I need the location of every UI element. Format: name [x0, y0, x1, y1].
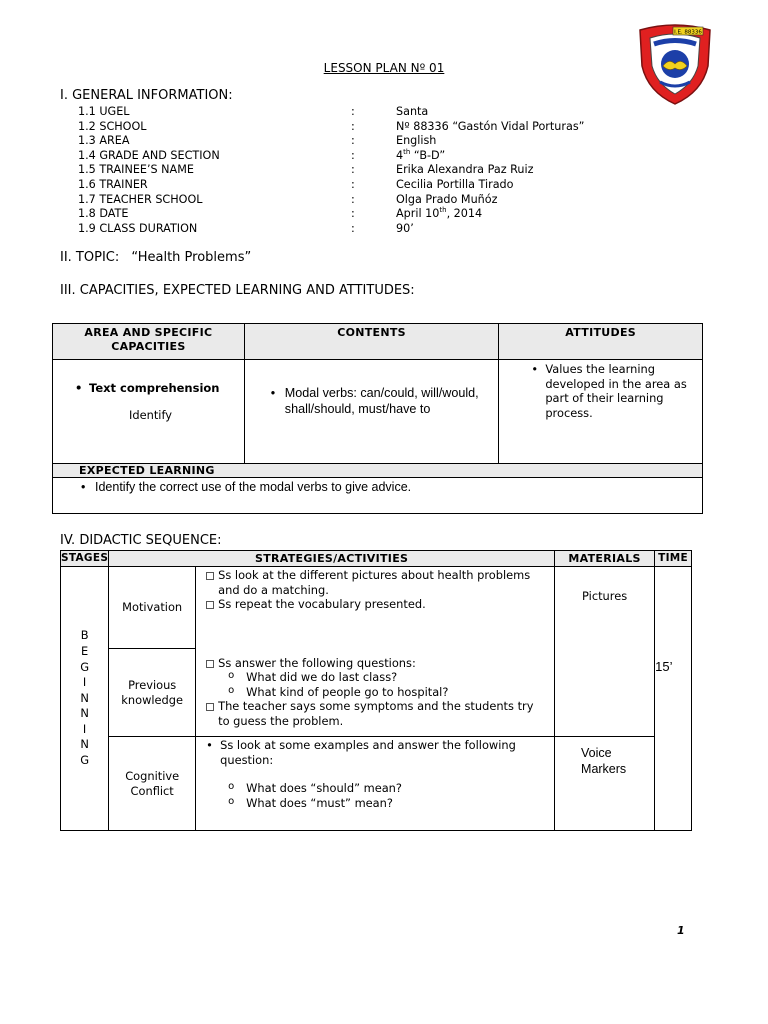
info-label: 1.2 SCHOOL — [78, 120, 147, 133]
didactic-sequence-heading: IV. DIDACTIC SEQUENCE: — [60, 533, 222, 548]
info-colon: : — [351, 163, 355, 176]
stage-letter: G — [80, 753, 90, 768]
header-materials: MATERIALS — [555, 551, 655, 567]
info-colon: : — [351, 149, 355, 162]
materials-motivation — [555, 567, 655, 737]
info-label: 1.8 DATE — [78, 207, 129, 220]
activity-item: • Ss look at some examples and answer the following question: — [202, 738, 534, 767]
info-value: April 10th, 2014 — [396, 206, 483, 220]
expected-learning-heading: EXPECTED LEARNING — [53, 464, 703, 478]
capacities-table — [52, 323, 703, 514]
info-value: Erika Alexandra Paz Ruiz — [396, 163, 534, 176]
header-area-capacities: AREA AND SPECIFIC CAPACITIES — [53, 324, 245, 360]
question-item: o What does “must” mean? — [200, 796, 554, 811]
info-value: 4th “B-D” — [396, 148, 446, 162]
question-item: o What did we do last class? — [200, 670, 554, 685]
activity-item: Ss look at the different pictures about health problems and do a matching. — [200, 568, 550, 597]
info-label: 1.6 TRAINER — [78, 178, 148, 191]
topic-value: “Health Problems” — [131, 250, 252, 265]
didactic-sequence-table — [60, 550, 692, 831]
area-bullet: • Text comprehension — [71, 381, 244, 395]
material-voice: Voice — [581, 746, 612, 760]
capacities-heading: III. CAPACITIES, EXPECTED LEARNING AND ATTITUDES: — [60, 283, 415, 298]
page-number: 1 — [677, 924, 685, 937]
attitudes-cell — [499, 360, 703, 464]
info-value: Santa — [396, 105, 429, 118]
time-cell — [655, 567, 692, 831]
activity-item: Ss answer the following questions: — [200, 656, 554, 671]
info-colon: : — [351, 222, 355, 235]
lesson-plan-title: LESSON PLAN Nº 01 — [323, 61, 445, 75]
topic-heading — [60, 250, 251, 265]
info-colon: : — [351, 134, 355, 147]
info-value: English — [396, 134, 437, 147]
stage-letter: E — [81, 643, 89, 658]
activity-item: Ss repeat the vocabulary presented. — [200, 597, 554, 612]
substage-cognitive-conflict: Cognitive Conflict — [109, 737, 196, 831]
stage-letter: G — [80, 659, 90, 674]
info-label: 1.4 GRADE AND SECTION — [78, 149, 220, 162]
material-pictures: Pictures — [582, 589, 628, 603]
activities-cognitive — [196, 737, 555, 831]
info-value: Nº 88336 “Gastón Vidal Porturas” — [396, 120, 585, 133]
stage-letter: N — [80, 737, 89, 752]
stage-letter: B — [80, 628, 89, 643]
header-strategies: STRATEGIES/ACTIVITIES — [109, 551, 555, 567]
header-contents: CONTENTS — [244, 324, 499, 360]
info-colon: : — [351, 207, 355, 220]
info-colon: : — [351, 120, 355, 133]
expected-learning-cell — [53, 478, 703, 514]
logo-text: I.E. 88336 — [674, 29, 702, 36]
stage-letter: I — [82, 675, 87, 690]
header-attitudes: ATTITUDES — [499, 324, 703, 360]
header-stages: STAGES — [61, 551, 109, 567]
area-cell — [53, 360, 245, 464]
info-label: 1.7 TEACHER SCHOOL — [78, 193, 203, 206]
substage-previous-knowledge: Previous knowledge — [109, 649, 196, 737]
contents-cell — [244, 360, 499, 464]
info-label: 1.1 UGEL — [78, 105, 130, 118]
contents-bullet: • Modal verbs: can/could, will/would, shall/should, must/have to — [267, 385, 481, 417]
area-sub: Identify — [129, 408, 172, 422]
material-markers: Markers — [581, 762, 627, 776]
stage-beginning — [61, 567, 109, 831]
info-colon: : — [351, 178, 355, 191]
question-item: o What kind of people go to hospital? — [200, 685, 554, 700]
info-value: Olga Prado Muñóz — [396, 193, 498, 206]
activity-item: The teacher says some symptoms and the students try to guess the problem. — [200, 699, 548, 728]
topic-label: II. TOPIC: — [60, 250, 120, 265]
header-time: TIME — [655, 551, 692, 567]
info-label: 1.5 TRAINEE’S NAME — [78, 163, 194, 176]
info-colon: : — [351, 193, 355, 206]
info-label: 1.3 AREA — [78, 134, 130, 147]
stage-letter: N — [80, 690, 89, 705]
expected-learning-bullet: • Identify the correct use of the modal verbs to give advice. — [77, 480, 702, 494]
materials-cognitive — [555, 737, 655, 831]
stage-letter: N — [80, 706, 89, 721]
time-value: 15’ — [655, 659, 673, 674]
general-information-heading: I. GENERAL INFORMATION: — [60, 88, 233, 103]
info-value: 90’ — [396, 222, 414, 235]
info-label: 1.9 CLASS DURATION — [78, 222, 198, 235]
stage-letter: I — [82, 721, 87, 736]
info-colon: : — [351, 105, 355, 118]
substage-motivation: Motivation — [109, 567, 196, 649]
info-value: Cecilia Portilla Tirado — [396, 178, 514, 191]
question-item: o What does “should” mean? — [200, 781, 554, 796]
attitudes-bullet: • Values the learning developed in the area as part of their learning process. — [527, 362, 694, 420]
activities-motivation-previous — [196, 567, 555, 737]
